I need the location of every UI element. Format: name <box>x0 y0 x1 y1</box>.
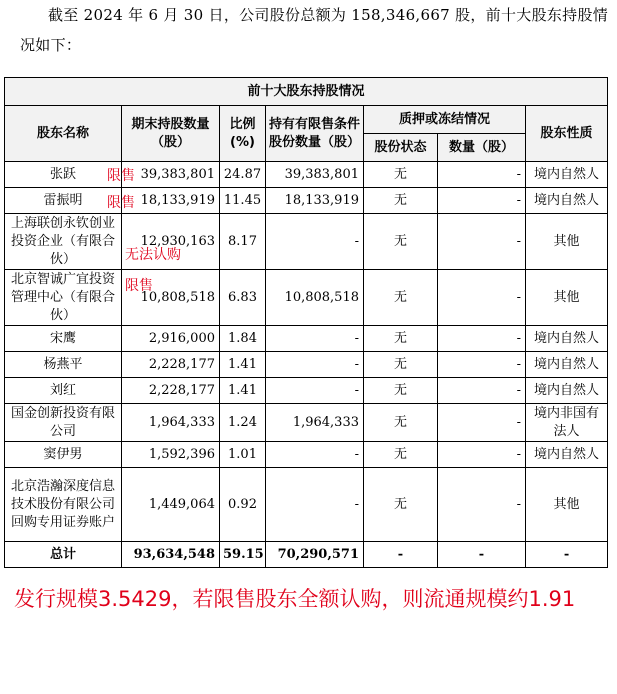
cell-status: 无 <box>364 214 438 270</box>
cell-nature: 境内自然人 <box>526 442 608 468</box>
cell-shares: 10,808,518 <box>122 270 220 326</box>
cell-ratio: 1.41 <box>220 378 266 404</box>
bottom-note: 发行规模3.5429，若限售股东全额认购，则流通规模约1.91 <box>14 587 576 611</box>
cell-qty: - <box>438 270 526 326</box>
cell-restricted: - <box>266 352 364 378</box>
header-pledge-qty: 数量（股） <box>438 134 526 162</box>
cell-shares: 2,228,177 <box>122 352 220 378</box>
cell-name: 刘红 <box>5 378 122 404</box>
cell-restricted: 10,808,518 <box>266 270 364 326</box>
cell-restricted: - <box>266 442 364 468</box>
total-qty: - <box>438 542 526 568</box>
cell-qty: - <box>438 442 526 468</box>
cell-nature: 境内自然人 <box>526 378 608 404</box>
cell-status: 无 <box>364 162 438 188</box>
cell-name: 上海联创永钦创业投资企业（有限合伙） <box>5 214 122 270</box>
header-ratio: 比例(%) <box>220 106 266 162</box>
annotation-restricted-1: 限售 <box>107 168 135 184</box>
cell-name: 国金创新投资有限公司 <box>5 404 122 442</box>
cell-name: 杨燕平 <box>5 352 122 378</box>
cell-restricted: - <box>266 326 364 352</box>
cell-ratio: 0.92 <box>220 468 266 542</box>
cell-qty: - <box>438 326 526 352</box>
total-ratio: 59.15 <box>220 542 266 568</box>
total-row <box>5 542 608 568</box>
cell-name: 张跃 <box>5 162 122 188</box>
cell-status: 无 <box>364 188 438 214</box>
cell-ratio: 1.84 <box>220 326 266 352</box>
total-nature: - <box>526 542 608 568</box>
header-shares: 期末持股数量（股） <box>122 106 220 162</box>
cell-shares: 2,228,177 <box>122 378 220 404</box>
cell-nature: 其他 <box>526 468 608 542</box>
cell-nature: 境内自然人 <box>526 326 608 352</box>
cell-name: 北京智诚广宜投资管理中心（有限合伙） <box>5 270 122 326</box>
cell-restricted: - <box>266 214 364 270</box>
header-pledge-status: 股份状态 <box>364 134 438 162</box>
cell-shares: 18,133,919 <box>122 188 220 214</box>
cell-qty: - <box>438 214 526 270</box>
header-nature: 股东性质 <box>526 106 608 162</box>
cell-qty: - <box>438 352 526 378</box>
cell-shares: 1,964,333 <box>122 404 220 442</box>
annotation-restricted-2: 限售 <box>107 195 135 211</box>
cell-nature: 其他 <box>526 214 608 270</box>
table-row <box>5 378 608 404</box>
cell-name: 北京浩瀚深度信息技术股份有限公司回购专用证券账户 <box>5 468 122 542</box>
cell-ratio: 1.24 <box>220 404 266 442</box>
cell-nature: 境内非国有法人 <box>526 404 608 442</box>
header-restricted: 持有有限售条件股份数量（股） <box>266 106 364 162</box>
cell-nature: 境内自然人 <box>526 352 608 378</box>
cell-shares: 39,383,801 <box>122 162 220 188</box>
cell-nature: 其他 <box>526 270 608 326</box>
cell-ratio: 24.87 <box>220 162 266 188</box>
cell-status: 无 <box>364 378 438 404</box>
annotation-restricted-4: 限售 <box>125 278 153 294</box>
cell-status: 无 <box>364 442 438 468</box>
cell-nature: 境内自然人 <box>526 188 608 214</box>
header-pledge: 质押或冻结情况 <box>364 106 526 134</box>
cell-qty: - <box>438 188 526 214</box>
table-row <box>5 270 608 326</box>
table-row <box>5 468 608 542</box>
total-restricted: 70,290,571 <box>266 542 364 568</box>
intro-paragraph: 截至 2024 年 6 月 30 日，公司股份总额为 158,346,667 股，前十大股东持股情况如下： <box>20 6 609 54</box>
cell-status: 无 <box>364 352 438 378</box>
cell-nature: 境内自然人 <box>526 162 608 188</box>
cell-restricted: 1,964,333 <box>266 404 364 442</box>
cell-name: 雷振明 <box>5 188 122 214</box>
cell-status: 无 <box>364 468 438 542</box>
cell-ratio: 11.45 <box>220 188 266 214</box>
table-row <box>5 352 608 378</box>
cell-ratio: 8.17 <box>220 214 266 270</box>
cell-restricted: 18,133,919 <box>266 188 364 214</box>
cell-name: 窦伊男 <box>5 442 122 468</box>
table-row <box>5 214 608 270</box>
cell-ratio: 6.83 <box>220 270 266 326</box>
cell-qty: - <box>438 404 526 442</box>
cell-shares: 12,930,163 <box>122 214 220 270</box>
annotation-cannot-subscribe: 无法认购 <box>125 247 181 263</box>
cell-status: 无 <box>364 270 438 326</box>
table-row <box>5 404 608 442</box>
cell-qty: - <box>438 162 526 188</box>
cell-ratio: 1.01 <box>220 442 266 468</box>
table-row <box>5 162 608 188</box>
cell-restricted: - <box>266 468 364 542</box>
header-name: 股东名称 <box>5 106 122 162</box>
cell-qty: - <box>438 468 526 542</box>
cell-status: 无 <box>364 404 438 442</box>
total-status: - <box>364 542 438 568</box>
cell-restricted: 39,383,801 <box>266 162 364 188</box>
cell-qty: - <box>438 378 526 404</box>
table-row <box>5 442 608 468</box>
total-shares: 93,634,548 <box>122 542 220 568</box>
cell-shares: 2,916,000 <box>122 326 220 352</box>
cell-status: 无 <box>364 326 438 352</box>
cell-restricted: - <box>266 378 364 404</box>
total-label: 总计 <box>5 542 122 568</box>
cell-name: 宋鹰 <box>5 326 122 352</box>
cell-ratio: 1.41 <box>220 352 266 378</box>
cell-shares: 1,592,396 <box>122 442 220 468</box>
table-row <box>5 188 608 214</box>
top-ten-shareholders-table <box>4 77 608 568</box>
table-row <box>5 326 608 352</box>
table-caption: 前十大股东持股情况 <box>5 78 608 106</box>
cell-shares: 1,449,064 <box>122 468 220 542</box>
